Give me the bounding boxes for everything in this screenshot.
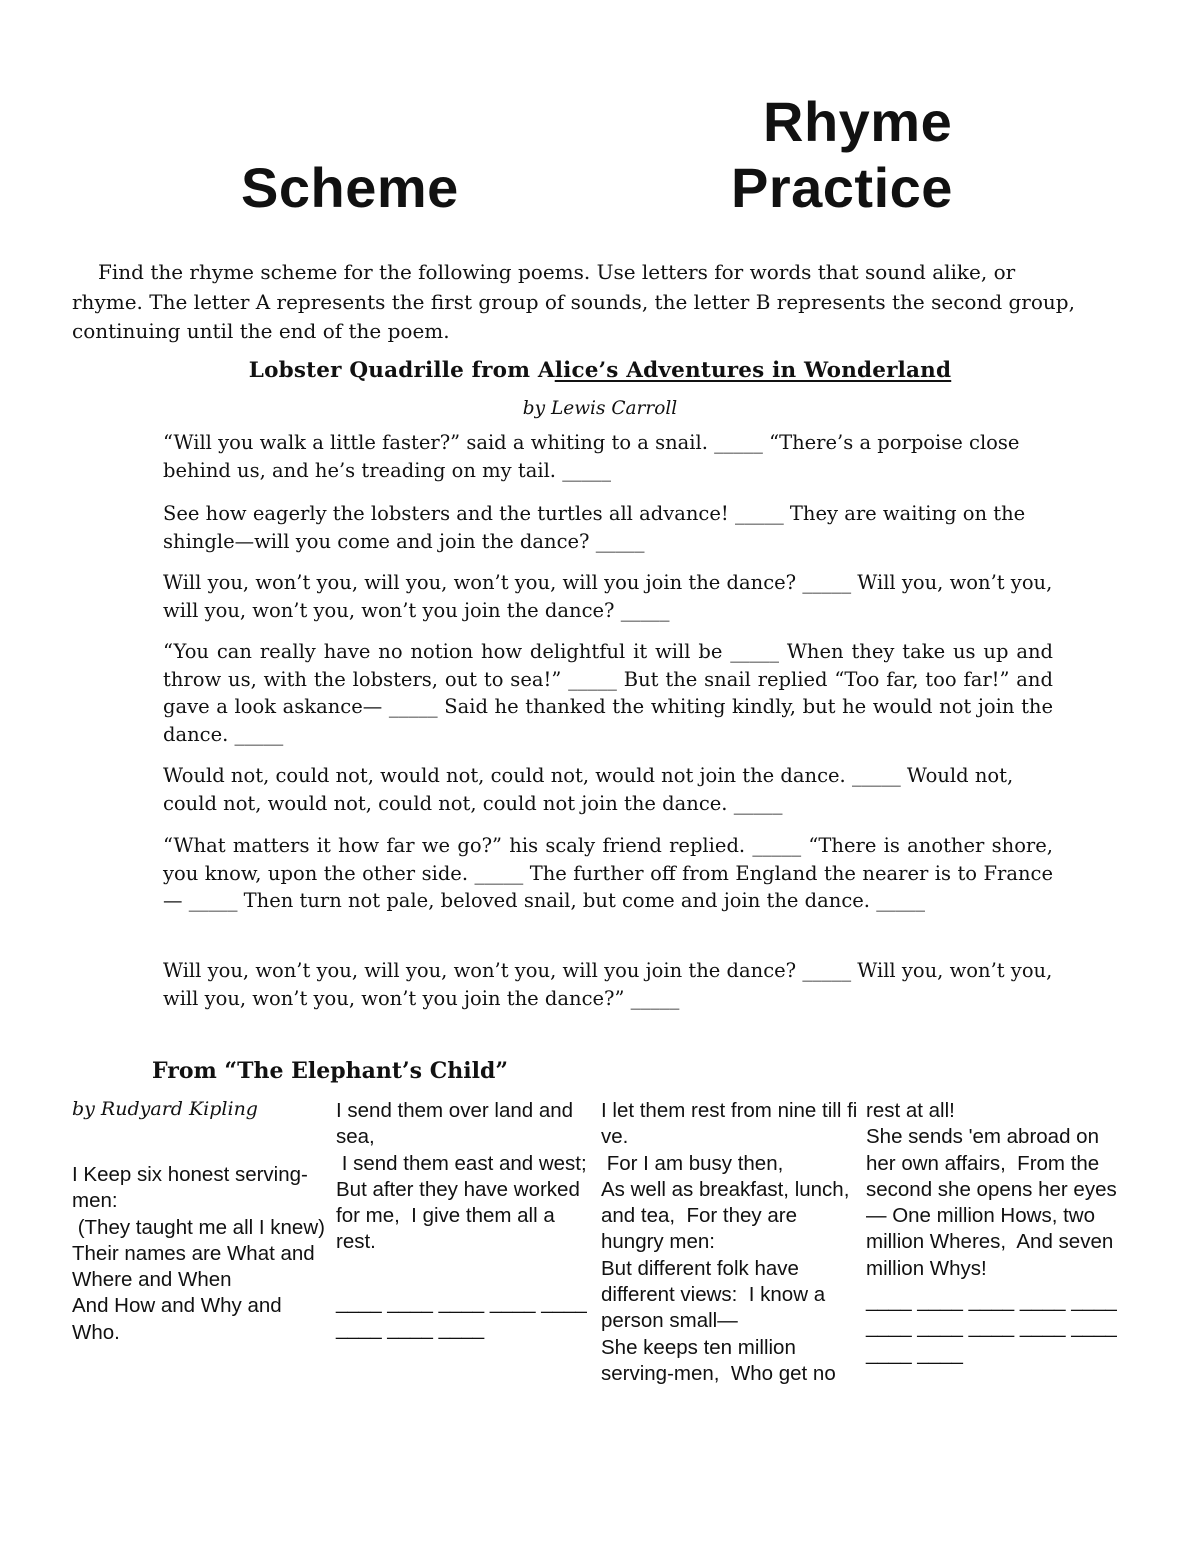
poem1-stanza-5 <box>163 762 1053 817</box>
answer-blank[interactable]: _____ <box>851 764 901 787</box>
poem2-column-2 <box>336 1098 598 1342</box>
answer-blank[interactable]: _____ <box>595 529 645 553</box>
stanza-text: “What matters it how far we go?” his scaly friend replied. <box>163 834 753 857</box>
stanza-text: Said he thanked the whiting kindly, but he would not join the dance. <box>163 695 1054 746</box>
stanza-text: Would not, could not, would not, could not, would not join the dance. <box>163 764 852 787</box>
answer-blanks[interactable]: ____ ____ ____ ____ ____ ____ ____ ____ <box>336 1290 587 1341</box>
instructions-paragraph: Find the rhyme scheme for the following poems. Use letters for words that sound alike, or rhyme. The letter A represents the first group of sounds, the letter B represents the second group, continuing until the end of the poem. <box>72 260 1075 343</box>
poem1-title <box>0 358 1200 383</box>
stanza-text: Will you, won’t you, will you, won’t you, will you join the dance? <box>163 571 803 594</box>
answer-blank[interactable]: _____ <box>562 458 611 482</box>
stanza-text: See how eagerly the lobsters and the turtles all advance! <box>163 502 735 525</box>
poem2-byline: by Rudyard Kipling <box>72 1098 258 1120</box>
stanza-text: But the snail replied “Too far, too far!” and gave a look askance— <box>163 667 1053 718</box>
answer-blank[interactable]: _____ <box>733 791 783 815</box>
answer-blank[interactable]: _____ <box>630 986 680 1010</box>
poem2-title: From “The Elephant’s Child” <box>152 1058 508 1084</box>
answer-blank[interactable]: _____ <box>714 431 763 454</box>
answer-blank[interactable]: _____ <box>568 667 617 691</box>
answer-blank[interactable]: _____ <box>734 502 784 525</box>
poem1-stanza-6 <box>163 832 1053 915</box>
answer-blank[interactable]: _____ <box>802 959 852 982</box>
stanza-text: “There is another shore, you know, upon the other side. <box>163 834 1053 885</box>
answer-blank[interactable]: _____ <box>188 889 238 912</box>
answer-blank[interactable]: _____ <box>730 640 780 663</box>
poem1-stanza-1 <box>163 429 1053 484</box>
poem2-column-3: I let them rest from nine till fi ve. For I am busy then, As well as breakfast, lunch, and tea, For they are hungry men: But different folk have different views: I know a person small— She keeps ten million serving-men, Who get no <box>601 1099 858 1385</box>
title-practice: Practice <box>731 156 953 219</box>
stanza-text: “Will you walk a little faster?” said a whiting to a snail. <box>163 431 715 454</box>
poem2-column-2-text: I send them over land and sea, I send them east and west; But after they have worked for me, I give them all a rest. <box>336 1099 587 1254</box>
poem2-column-4-text: rest at all! She sends 'em abroad on her own affairs, From the second she opens her eyes— One million Hows, two million Wheres, And seven million Whys! <box>866 1099 1117 1280</box>
stanza-text: Will you, won’t you, will you, won’t you, won’t you join the dance? <box>163 571 1053 622</box>
answer-blank[interactable]: _____ <box>752 834 802 857</box>
poem1-title-book: lice’s Adventures in Wonderland <box>554 358 952 383</box>
stanza-text: The further off from England the nearer is to France— <box>163 861 1053 912</box>
poem1-byline: by Lewis Carroll <box>522 398 678 419</box>
poem1-stanza-4 <box>163 638 1053 748</box>
answer-blank[interactable]: _____ <box>388 695 438 718</box>
poem1-stanza-2 <box>163 500 1053 555</box>
stanza-text: When they take us up and throw us, with the lobsters, out to sea!” <box>163 640 1053 691</box>
answer-blank[interactable]: _____ <box>474 861 524 885</box>
poem1-stanza-7 <box>163 957 1053 1012</box>
stanza-text: “You can really have no notion how delightful it will be <box>163 640 731 663</box>
poem1-title-prefix: Lobster Quadrille from A <box>248 358 555 383</box>
answer-blanks[interactable]: ____ ____ ____ ____ ____ ____ ____ ____ ____ ____ ____ ____ <box>866 1289 1117 1365</box>
stanza-text: “There’s a porpoise close behind us, and he’s treading on my tail. <box>163 431 1020 482</box>
stanza-text: Then turn not pale, beloved snail, but come and join the dance. <box>237 889 877 912</box>
stanza-text: Would not, could not, would not, could not, could not join the dance. <box>163 764 1014 815</box>
stanza-text: Will you, won’t you, will you, won’t you, will you join the dance? <box>163 959 803 982</box>
title-scheme: Scheme <box>241 156 459 219</box>
answer-blank[interactable]: _____ <box>234 722 284 746</box>
stanza-text: They are waiting on the shingle—will you come and join the dance? <box>163 502 1026 553</box>
title-rhyme: Rhyme <box>763 90 953 153</box>
answer-blank[interactable]: _____ <box>620 598 670 622</box>
poem1-stanza-3 <box>163 569 1053 624</box>
stanza-text: Will you, won’t you, will you, won’t you, won’t you join the dance?” <box>163 959 1053 1010</box>
poem2-column-1: I Keep six honest serving-men: (They taught me all I knew) Their names are What and Where and When And How and Why and Who. <box>72 1163 325 1344</box>
poem2-column-4 <box>866 1098 1134 1367</box>
answer-blank[interactable]: _____ <box>876 889 925 912</box>
answer-blank[interactable]: _____ <box>802 571 852 594</box>
